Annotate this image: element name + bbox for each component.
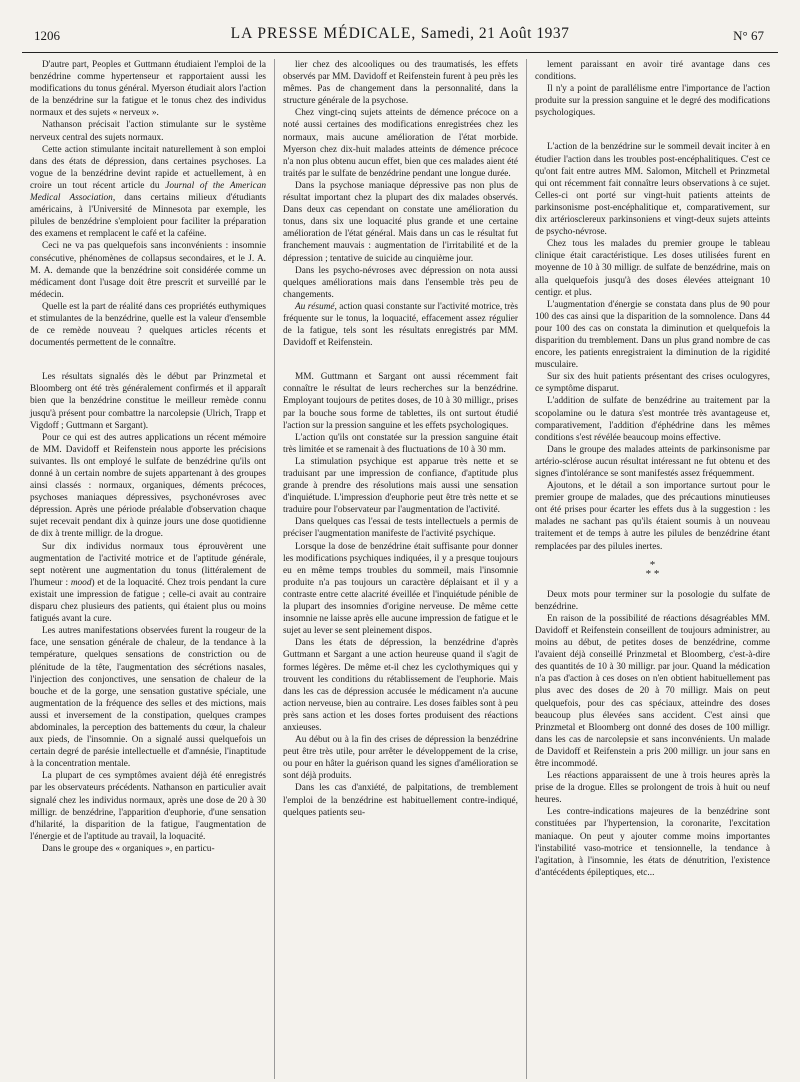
running-header bbox=[22, 24, 778, 50]
column-2 bbox=[274, 59, 526, 1079]
section-separator: * * * bbox=[645, 558, 660, 580]
article-columns bbox=[22, 59, 778, 1079]
paragraph: Quelle est la part de réalité dans ces propriétés euthymiques et stimulantes de la benzédrine, quelle est la valeur d'ensemble de ce remède nouveau ? quelques articles récents et documentés permettent de le connaître. bbox=[30, 301, 266, 349]
column-3 bbox=[526, 59, 778, 1079]
paragraph: Chez vingt-cinq sujets atteints de démence précoce on a noté aussi certaines des modifications enregistrées chez les normaux, mais aucune amélioration de l'état morbide. Myerson chez dix-huit malades atteints de démence précoce n'a non plus obtenu aucun effet, bien que ces malades aient été traités par le sulfate de benzédrine pendant une longue durée. bbox=[283, 108, 518, 179]
emphasis: Au résumé bbox=[295, 301, 335, 312]
journal-name: Journal of the American Medical Association bbox=[30, 180, 267, 204]
paragraph: D'autre part, Peoples et Guttmann étudiaient l'emploi de la benzédrine comme hypertenseur et rapportaient aussi les modifications du tonus général. Myerson étudiait alors l'action de la benzédrine sur la fatigue et le tonus chez des individus normaux et des sujets « nerveux ». bbox=[30, 60, 266, 119]
journal-title: LA PRESSE MÉDICALE, bbox=[230, 25, 417, 42]
paragraph: Il n'y a point de parallélisme entre l'importance de l'action produite sur la pression sanguine et le degré des modifications psychologiques. bbox=[535, 84, 770, 119]
paragraph: Dans les états de dépression, la benzédrine d'après Guttmann et Sargant a une action heureuse quand il s'agit de formes légères. De même et-il chez les cyclothymiques qui y trouvent les conditions du rétablissement de l'euphorie. Mais dans les cas de dépression accusée le médicament n'a aucune action nerveuse, bien au contraire. Les doses faibles sont à peu près sans action et les doses fortes produisent des réactions anxieuses. bbox=[283, 638, 518, 733]
paragraph: Les résultats signalés dès le début par Prinzmetal et Bloomberg ont été très généralement confirmés et il apparaît bien que la benzédrine constitue le meilleur remède connu jusqu'à présent pour combattre la narcolepsie (Ulrich, Trapp et Vigdoff ; Guttmann et Sargant). bbox=[30, 372, 266, 431]
paragraph: Cette action stimulante incitait naturellement à son emploi dans des états de dépression, dans certaines psychoses. La vogue de la benzédrine devint rapide et actuellement, à en croire un tout récent article du Journal of the American Medical Association, dans certains milieux d'étudiants américains, à l'Université de Minnesota par exemple, les pilules de benzédrine s'emploient pour faciliter la préparation des examens et remplacent le café et la caféine. bbox=[30, 144, 267, 240]
paragraph: Les réactions apparaissent de une à trois heures après la prise de la drogue. Elles se prolongent de trois à huit ou neuf heures. bbox=[535, 771, 770, 806]
issue-date: Samedi, 21 Août 1937 bbox=[420, 25, 570, 42]
paragraph: Dans quelques cas l'essai de tests intellectuels a permis de préciser l'augmentation manifeste de l'activité psychique. bbox=[283, 517, 518, 540]
paragraph: Dans les cas d'anxiété, de palpitations, de tremblement l'emploi de la benzédrine est habituellement contre-indiqué, quelques patients seu- bbox=[283, 783, 518, 818]
paragraph: L'augmentation d'énergie se constata dans plus de 90 pour 100 des cas ainsi que la disparition de la somnolence. Dans 44 pour 100 des cas on constata la diminution et quelquefois la disparition du tremblement. Dans un plus grand nombre de cas encore, les patients enregistraient la diminution de la rigidité musculaire. bbox=[535, 299, 770, 371]
paragraph: La plupart de ces symptômes avaient déjà été enregistrés par les observateurs précédents. Nathanson en particulier avait signalé chez les individus normaux, après une dose de 20 à 30 milligr. de benzédrine, l'apparition d'euphorie, d'une sensation d'hilarité, la disparition de la fatigue, l'augmentation de l'énergie et de l'aptitude au travail, la loquacité. bbox=[30, 771, 266, 842]
header-rule bbox=[22, 52, 778, 53]
paragraph: La stimulation psychique est apparue très nette et se traduisant par une impression de confiance, d'aptitude plus grande à prendre des résolutions mais aussi une sensation d'inquiétude. L'impression d'euphorie peut être très nette et se traduire pour l'observateur par l'augmentation de l'activité. bbox=[283, 456, 518, 516]
emphasis: mood bbox=[70, 577, 92, 588]
paragraph: Sur dix individus normaux tous éprouvèrent une augmentation de l'activité motrice et de l'aptitude générale, sept notèrent une augmentation du tonus (littéralement de l'humeur : mood) et de la loquacité. Chez trois pendant la cure existait une impression de fatigue ; celle-ci avait au contraire disparu chez plusieurs des patients, qui étaient plus ou moins fatigués avant la cure. bbox=[30, 541, 266, 625]
paragraph: Au résumé, action quasi constante sur l'activité motrice, très fréquente sur le tonus, la loquacité, effacement assez régulier de la fatigue, tels sont les résultats enregistrés par MM. Davidoff et Reifenstein. bbox=[283, 301, 518, 349]
paragraph: Chez tous les malades du premier groupe le tableau clinique était caractéristique. Les doses utilisées furent en moyenne de 10 à 30 milligr. de sulfate de benzédrine, mais on alla quelquefois jusqu'à des doses élevées atteignant 10 centigr. et plus. bbox=[535, 239, 770, 298]
paragraph: lement paraissant en avoir tiré avantage dans ces conditions. bbox=[535, 60, 770, 83]
paragraph: Dans le groupe des « organiques », en particu- bbox=[42, 843, 215, 854]
paragraph: Dans la psychose maniaque dépressive pas non plus de résultat important chez la plupart des dix malades observés. Dans deux cas cependant on constate une amélioration du tonus, dans six une loquacité plus grande et une certaine amélioration de l'état général. Mais dans un cas le résultat fut franchement mauvais : augmentation de l'irritabilité et de la dépression ; tentative de suicide au cinquième jour. bbox=[283, 180, 518, 264]
paragraph: Deux mots pour terminer sur la posologie du sulfate de benzédrine. bbox=[535, 589, 770, 612]
paragraph: Les autres manifestations observées furent la rougeur de la face, une sensation générale de chaleur, de la tendance à la température, quelques sensations de constriction ou de plénitude de la tête, l'augmentation des sécrétions nasales, l'injection des conjonctives, une sensation de chaleur de la bouche et de la gorge, une sensation gustative spéciale, une augmentation de la fréquence des selles et des mictions, mais aussi et inversement de la constipation, quelques crampes abdominales, la perception des battements du cœur, la chaleur aux pieds, de l'insomnie. On a signalé aussi quelquefois un certain degré de parésie intellectuelle et d'amnésie, l'inaptitude à la concentration mentale. bbox=[30, 626, 266, 770]
paragraph: Au début ou à la fin des crises de dépression la benzédrine peut être très utile, pour arrêter le développement de la crise, ou pour en hâter la guérison quand les signes d'amélioration se sont déjà produits. bbox=[283, 735, 518, 782]
paragraph: Pour ce qui est des autres applications un récent mémoire de MM. Davidoff et Reifenstein nous apporte les précisions suivantes. Ils ont employé le sulfate de benzédrine qu'ils ont donné à un certain nombre de sujets appartenant à des groupes ainsi classés : normaux, organiques, déments précoces, psychoses maniaques dépressives, psychonévroses avec dépression. Après une période préalable d'observation chaque sujet recevait pendant dix à quinze jours une dose quotidienne de dix à trente milligr. de la drogue. bbox=[30, 432, 266, 540]
paragraph: MM. Guttmann et Sargant ont aussi récemment fait connaître le résultat de leurs recherches sur la benzédrine. Employant toujours de petites doses, de 10 à 30 milligr., prises par la bouche sous forme de tablettes, ils ont surtout étudié l'action sur la pression sanguine et les effets psychologiques. bbox=[283, 372, 518, 431]
paragraph: Lorsque la dose de benzédrine était suffisante pour donner les modifications psychiques indiquées, il y a presque toujours eu en même temps troubles du sommeil, mais l'insomnie produite n'a pas toujours un caractère déplaisant et il y a contraste entre cette alacrité éveillée et l'inquiétude pénible de la plupart des insomnies d'origine nerveuse. De même cette insomnie ne laisse après elle aucune impression de fatigue et le sujet au lever se sent pleinement dispos. bbox=[283, 541, 518, 637]
paragraph: Sur six des huit patients présentant des crises oculogyres, ce symptôme disparut. bbox=[535, 372, 770, 395]
paragraph: L'action de la benzédrine sur le sommeil devait inciter à en étudier l'action dans les troubles post-encéphalitiques. C'est ce qu'ont fait entre autres MM. Salomon, Mitchell et Prinzmetal qui ont récemment fait connaître leurs observations à ce sujet. Celles-ci ont porté sur vingt-huit patients atteints de parkinsonisme post-encéphalitique et, comparativement, sur dix artériosclereux parkinsoniens et vingt-deux sujets atteints de psycho-névrose. bbox=[535, 142, 770, 238]
paragraph: L'action qu'ils ont constatée sur la pression sanguine était très limitée et se ramenait à des fluctuations de 10 à 30 mm. bbox=[283, 432, 518, 455]
paragraph: lier chez des alcooliques ou des traumatisés, les effets observés par MM. Davidoff et Reifenstein furent à peu près les mêmes. Pas de changement dans la personnalité, dans la structure générale de la psychose. bbox=[283, 60, 518, 107]
paragraph: Les contre-indications majeures de la benzédrine sont constituées par l'hypertension, la coronarite, l'excitation maniaque. On peut y ajouter comme moins importantes l'instabilité vaso-motrice et tensionnelle, la tendance à l'agitation, à l'insomnie, les états de dénutrition, l'existence d'antécédents épileptiques, etc... bbox=[535, 807, 770, 878]
journal-title-line bbox=[22, 25, 778, 43]
paragraph: L'addition de sulfate de benzédrine au traitement par la scopolamine ou le datura s'est montrée très avantageuse et, comparativement, l'addition d'éphédrine dans les mêmes conditions s'est révélée beaucoup moins effective. bbox=[535, 396, 770, 443]
issue-number: N° 67 bbox=[733, 28, 764, 43]
paragraph: Nathanson précisait l'action stimulante sur le système nerveux central des sujets normaux. bbox=[30, 120, 266, 143]
paragraph: Ajoutons, et le détail a son importance surtout pour le premier groupe de malades, que des précautions minutieuses ont été prises pour écarter les effets dus à la suggestion : les malades ne sachant pas qu'ils étaient soumis à un nouveau traitement et de temps à autre les pilules de benzédrine étant remplacées par des pilules inertes. bbox=[535, 481, 770, 552]
paragraph: Ceci ne va pas quelquefois sans inconvénients : insomnie consécutive, phénomènes de collapsus secondaires, et le J. A. M. A. demande que la benzédrine soit considérée comme un médicament dont l'usage doit être prescrit et surveillé par le médecin. bbox=[30, 241, 266, 300]
paragraph: Dans les psycho-névroses avec dépression on nota aussi quelques améliorations mais dans l'ensemble très peu de changements. bbox=[283, 265, 518, 300]
paragraph: En raison de la possibilité de réactions désagréables MM. Davidoff et Reifenstein conseillent de toujours administrer, au moins au début, de petites doses de benzédrine, comme l'avaient déjà conseillé Prinzmetal et Bloomberg, c'est-à-dire des quantités de 10 à 30 milligr. par jour. Quand la médication n'a pas d'action à ces doses on n'en obtient habituellement pas plus avec des doses de 20 à 70 milligr. Mais on peut quelquefois, pour des cas spéciaux, atteindre des doses beaucoup plus élevées sans accident. C'est ainsi que Prinzmetal et Bloomberg ont donné des doses de 100 milligr. dans les cas de narcolepsie et sans inconvénients. Un malade de Davidoff et Reifenstein a pris 200 milligr. un jour sans en être incommodé. bbox=[535, 613, 770, 769]
column-1 bbox=[22, 59, 274, 1079]
page-number: 1206 bbox=[34, 28, 60, 43]
paragraph: Dans le groupe des malades atteints de parkinsonisme par artério-sclérose aucun résultat intéressant ne fut obtenu et des signes d'intolérance se sont manifestés assez fréquemment. bbox=[535, 444, 770, 479]
